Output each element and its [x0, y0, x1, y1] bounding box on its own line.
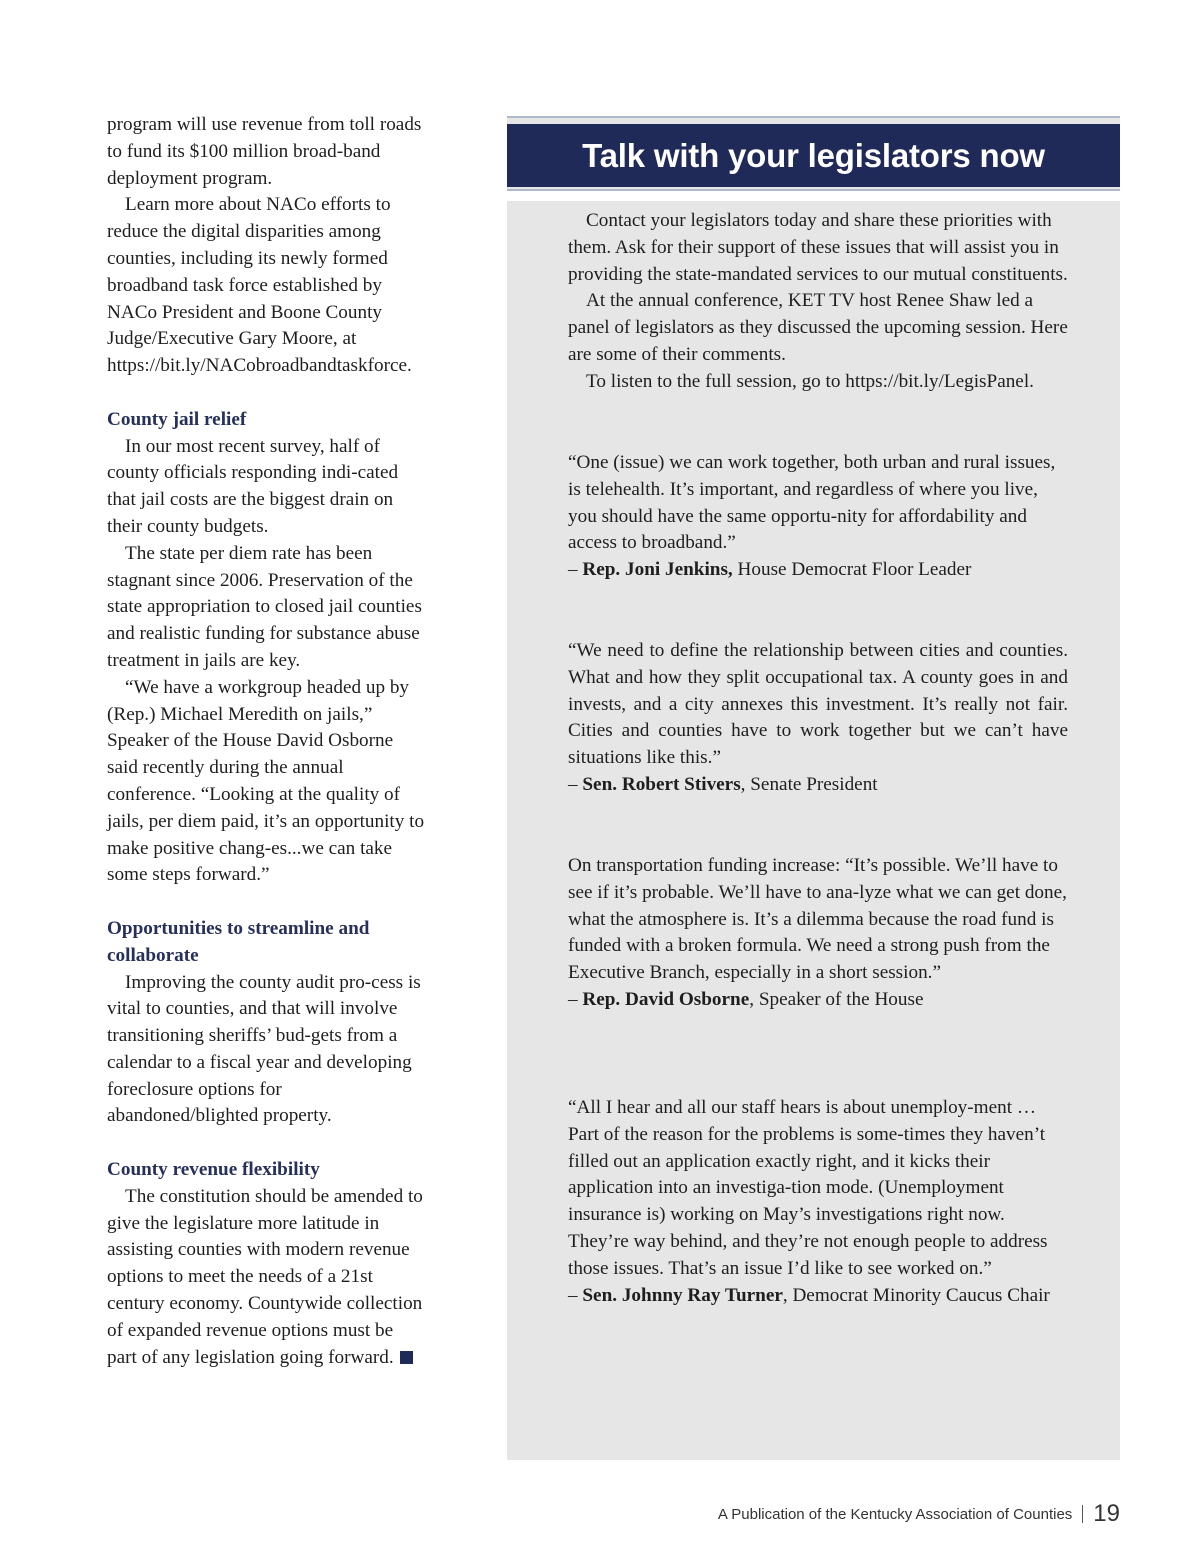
page-footer: [718, 1500, 1120, 1528]
intro-paragraph: program will use revenue from toll roads to fund its $100 million broad-band deployment program.: [107, 114, 422, 189]
speaker-title: House Democrat Floor Leader: [732, 559, 972, 581]
intro-paragraph: To listen to the full session, go to https://bit.ly/LegisPanel.: [586, 370, 1034, 392]
sidebar-title: Talk with your legislators now: [582, 137, 1045, 174]
quote-osborne: [568, 853, 1068, 1014]
quote-attribution: – Sen. Johnny Ray Turner, Democrat Minority Caucus Chair: [568, 1284, 1050, 1306]
quote-attribution: – Sen. Robert Stivers, Senate President: [568, 773, 878, 795]
page-number: 19: [1093, 1500, 1120, 1527]
speaker-title: , Democrat Minority Caucus Chair: [782, 1284, 1050, 1306]
body-paragraph: “We have a workgroup headed up by (Rep.) Michael Meredith on jails,” Speaker of the House David Osborne said recently during the annual conference. “Looking at the quality of jails, per diem paid, it’s an opportunity to make positive chang-es...we can take some steps forward.”: [107, 676, 425, 886]
body-paragraph: The state per diem rate has been stagnant since 2006. Preservation of the state appropriation to closed jail counties and realistic funding for substance abuse treatment in jails are key.: [107, 542, 422, 671]
speaker-name: Rep. Joni Jenkins,: [582, 559, 733, 581]
end-mark-icon: [400, 1351, 413, 1364]
quote-text: “All I hear and all our staff hears is about unemploy-ment … Part of the reason for the problems is some-times they haven’t filled out an application exactly right, and it kicks their application into an investiga-tion mode. (Unemployment insurance is) working on May’s investigations right now. They’re way behind, and they’re not enough people to address those issues. That’s an issue I’d like to see worked on.”: [568, 1097, 1048, 1279]
body-paragraph-text: The constitution should be amended to give the legislature more latitude in assisting counties with modern revenue options to meet the needs of a 21st century economy. Countywide collection of expanded revenue options must be part of any legislation going forward.: [107, 1185, 423, 1368]
section-heading-jail: County jail relief: [107, 408, 247, 430]
body-paragraph: [107, 1184, 425, 1372]
speaker-title: , Speaker of the House: [749, 988, 924, 1010]
speaker-name: Rep. David Osborne: [582, 988, 750, 1010]
speaker-name: Sen. Robert Stivers: [582, 773, 741, 795]
legislators-sidebar: [507, 116, 1120, 1460]
intro-paragraph: Contact your legislators today and share these priorities with them. Ask for their support of these issues that will assist you in providing the state-mandated services to our mutual constituents.: [568, 210, 1068, 285]
section-heading-revenue: County revenue flexibility: [107, 1159, 320, 1181]
body-paragraph: Improving the county audit pro-cess is vital to counties, and that will involve transitioning sheriffs’ bud-gets from a calendar to a fiscal year and developing foreclosure options for abandoned/blighted property.: [107, 971, 421, 1127]
quote-text: On transportation funding increase: “It’s possible. We’ll have to see if it’s probable. We’ll have to ana-lyze what we can get done, what the atmosphere is. It’s a dilemma because the road fund is funded with a broken formula. We need a strong push from the Executive Branch, especially in a short session.”: [568, 855, 1067, 984]
body-paragraph: In our most recent survey, half of county officials responding indi-cated that jail costs are the biggest drain on their county budgets.: [107, 435, 399, 537]
quote-stivers: [568, 638, 1068, 799]
quote-attribution: – Rep. Joni Jenkins, House Democrat Floor Leader: [568, 559, 972, 581]
speaker-title: , Senate President: [740, 773, 878, 795]
sidebar-intro: [568, 208, 1068, 396]
intro-paragraph: Learn more about NACo efforts to reduce the digital disparities among counties, including its newly formed broadband task force established by NACo President and Boone County Judge/Executive Gary Moore, at https://bit.ly/NACobroadbandtaskforce.: [107, 194, 412, 377]
quote-turner: [568, 1095, 1068, 1309]
sidebar-banner: [507, 124, 1120, 187]
quote-attribution: – Rep. David Osborne, Speaker of the House: [568, 988, 924, 1010]
quote-text: “We need to define the relationship between cities and counties. What and how they split occupational tax. A county goes in and invests, and a city annexes this investment. It’s really not fair. Cities and counties have to work together but we can’t have situations like this.”: [568, 640, 1068, 769]
quote-text: “One (issue) we can work together, both urban and rural issues, is telehealth. It’s important, and regardless of where you live, you should have the same opportu-nity for affordability and access to broadband.”: [568, 452, 1056, 554]
quote-jenkins: [568, 450, 1068, 584]
section-heading-streamline: Opportunities to streamline and collaborate: [107, 917, 370, 966]
publication-credit: A Publication of the Kentucky Association of Counties: [717, 1505, 1073, 1523]
left-column: [107, 112, 425, 1371]
divider: [507, 116, 1120, 118]
intro-paragraph: At the annual conference, KET TV host Renee Shaw led a panel of legislators as they discussed the upcoming session. Here are some of their comments.: [568, 290, 1068, 365]
speaker-name: Sen. Johnny Ray Turner: [582, 1284, 783, 1306]
divider: [1082, 1505, 1083, 1523]
